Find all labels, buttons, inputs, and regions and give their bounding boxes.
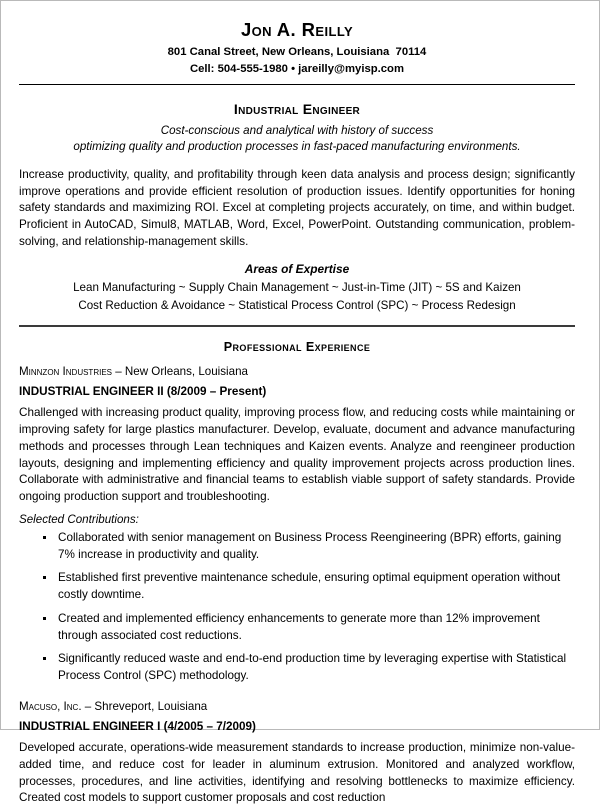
resume-content: [1, 1, 599, 807]
employer-name-2: [19, 699, 575, 714]
employer-label-2: Macuso, Inc.: [19, 699, 82, 713]
job-role-2: INDUSTRIAL ENGINEER I (4/2005 – 7/2009): [19, 719, 256, 733]
professional-experience-heading: Professional Experience: [223, 340, 371, 355]
employer-location-2: – Shreveport, Louisiana: [81, 699, 208, 713]
tagline-line-2: optimizing quality and production processes in fast-paced manufacturing environments.: [73, 140, 521, 154]
expertise-line-1: Lean Manufacturing ~ Supply Chain Management ~ Just-in-Time (JIT) ~ 5S and Kaizen: [73, 280, 521, 294]
job-entry-1: [19, 364, 575, 685]
employer-label-1: Minnzon Industries: [19, 365, 112, 379]
candidate-contact: Cell: 504-555-1980 • jareilly@myisp.com: [189, 62, 405, 75]
employer-name-1: [19, 364, 575, 379]
job-entry-2: [19, 699, 575, 807]
job-description-1: Challenged with increasing product quality, improving process flow, and reducing costs while maintaining or improving safety for large plastics manufacturer. Develop, evaluate, document and advance manufacturing methods and processes through Lean techniques and Kaizen events. Analyze and reengineer production layouts, designing and implementing efficiency and quality improvement projects across production lines. Collaborate with administrative and financial teams to establish viable support of safety standards. Provide ongoing production support and troubleshooting.: [19, 406, 575, 504]
list-item: Significantly reduced waste and end-to-end production time by leveraging expertise with Statistical Process Control (SPC) methodology.: [19, 651, 575, 684]
job-role-1: INDUSTRIAL ENGINEER II (8/2009 – Present): [19, 385, 267, 399]
areas-of-expertise-heading: Areas of Expertise: [244, 261, 350, 276]
contributions-list-1: [19, 530, 575, 685]
expertise-line-2: Cost Reduction & Avoidance ~ Statistical Process Control (SPC) ~ Process Redesign: [78, 298, 516, 312]
tagline-line-1: Cost-conscious and analytical with history of success: [160, 124, 434, 138]
professional-headline: Industrial Engineer: [233, 101, 361, 118]
job-description-2: Developed accurate, operations-wide measurement standards to increase production, minimize non-value-added time, and reduce cost for leader in aluminum extrusion. Monitored and analyzed workflow, processes, procedures, and line activities, identifying and resolving bottlenecks to maximize efficiency. Created cost models to support customer proposals and cost reduction: [19, 741, 575, 805]
experience-divider: [19, 325, 575, 327]
candidate-address: 801 Canal Street, New Orleans, Louisiana 70114: [167, 46, 427, 59]
header-divider: [19, 84, 575, 85]
selected-contributions-label-1: Selected Contributions:: [19, 512, 139, 526]
list-item: Established first preventive maintenance schedule, ensuring optimal equipment operation without costly downtime.: [19, 570, 575, 603]
list-item: Collaborated with senior management on Business Process Reengineering (BPR) efforts, gaining 7% increase in productivity and quality.: [19, 530, 575, 563]
list-item: Created and implemented efficiency enhancements to generate more than 12% improvement through associated cost reductions.: [19, 611, 575, 644]
candidate-name: Jon A. Reilly: [240, 19, 354, 40]
summary-paragraph: Increase productivity, quality, and profitability through keen data analysis and process design; significantly improve operations and provide efficient resolution of production issues. Identify opportunities for honing safety standards and maximizing ROI. Excel at completing projects accurately, on time, and within budget. Proficient in AutoCAD, Simul8, MATLAB, Word, Excel, PowerPoint. Outstanding communication, problem-solving, and relationship-management skills.: [19, 167, 575, 248]
employer-location-1: – New Orleans, Louisiana: [112, 365, 248, 379]
